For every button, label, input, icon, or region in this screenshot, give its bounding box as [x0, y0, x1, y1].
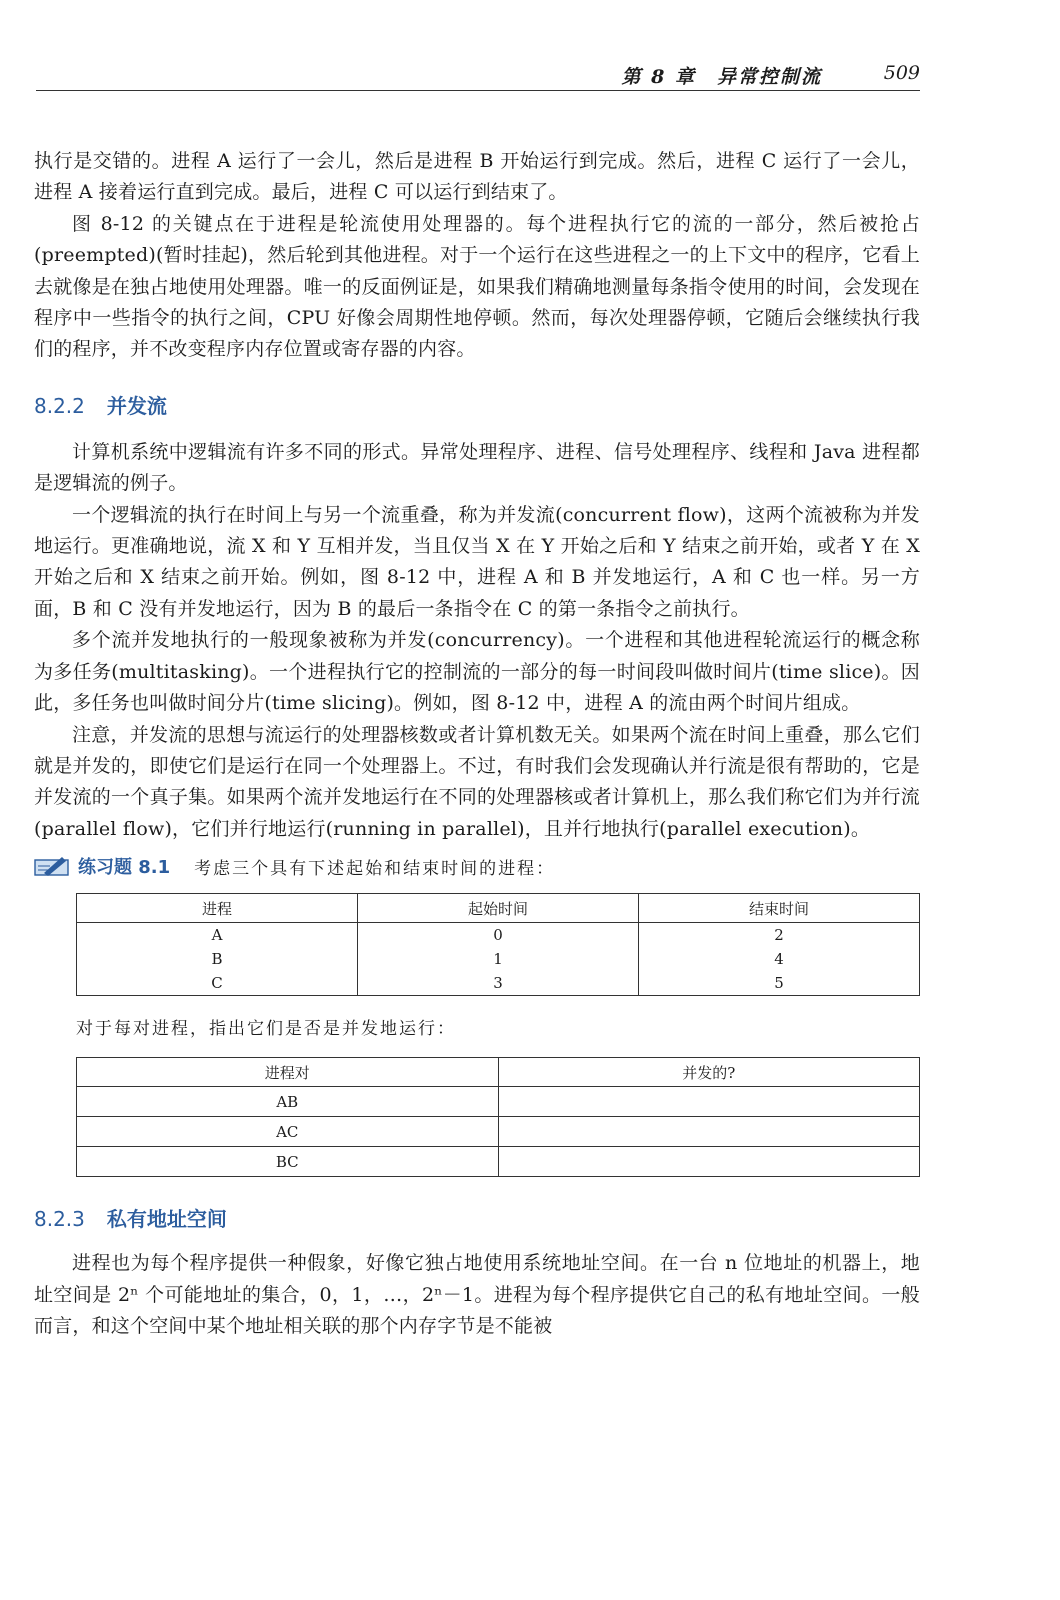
section-number: 8.2.2: [34, 393, 85, 418]
table-row: [77, 1147, 920, 1177]
table-row: [77, 971, 920, 996]
table-header-cell: 结束时间: [639, 894, 920, 923]
table-cell: A: [77, 923, 358, 948]
table-header-cell: 并发的?: [498, 1058, 920, 1087]
paragraph-5: 多个流并发地执行的一般现象被称为并发(concurrency)。一个进程和其他进程轮流运行的概念称为多任务(multitasking)。一个进程执行它的控制流的一部分的每一时间段叫做时间片(time slice)。因此，多任务也叫做时间分片(time slicing)。例如，图 8-12 中，进程 A 的流由两个时间片组成。: [34, 629, 920, 715]
exercise-label: 练习题 8.1: [78, 857, 171, 879]
chapter-title: 第 8 章 异常控制流: [621, 66, 822, 88]
paragraph-1: 执行是交错的。进程 A 运行了一会儿，然后是进程 B 开始运行到完成。然后，进程 C 运行了一会儿，进程 A 接着运行直到完成。最后，进程 C 可以运行到结束了。: [34, 150, 920, 204]
table-cell: 2: [639, 923, 920, 948]
table-cell: 5: [639, 971, 920, 996]
table-cell: C: [77, 971, 358, 996]
section-heading-8-2-2: [34, 390, 920, 419]
table-header-cell: 进程对: [77, 1058, 499, 1087]
section-number: 8.2.3: [34, 1207, 85, 1232]
table-cell: AB: [77, 1087, 499, 1117]
exercise-question: 对于每对进程，指出它们是否是并发地运行：: [76, 1019, 456, 1040]
table-cell: [498, 1087, 920, 1117]
table-cell: [498, 1147, 920, 1177]
table-cell: B: [77, 947, 358, 971]
process-times-table: [76, 893, 920, 996]
process-pairs-table: [76, 1057, 920, 1177]
table-row: [77, 1117, 920, 1147]
exercise-heading: [34, 853, 920, 879]
table-cell: [498, 1117, 920, 1147]
table-cell: 4: [639, 947, 920, 971]
table-row: [77, 923, 920, 948]
table-row: [77, 1087, 920, 1117]
table-cell: 1: [358, 947, 639, 971]
paragraph-2: 图 8-12 的关键点在于进程是轮流使用处理器的。每个进程执行它的流的一部分，然后被抢占(preempted)(暂时挂起)，然后轮到其他进程。对于一个运行在这些进程之一的上下文中的程序，它看上去就像是在独占地使用处理器。唯一的反面例证是，如果我们精确地测量每条指令使用的时间，会发现在程序中一些指令的执行之间，CPU 好像会周期性地停顿。然而，每次处理器停顿，它随后会继续执行我们的程序，并不改变程序内存位置或寄存器的内容。: [34, 212, 921, 361]
paragraph-6: 注意，并发流的思想与流运行的处理器核数或者计算机数无关。如果两个流在时间上重叠，那么它们就是并发的，即使它们是运行在同一个处理器上。不过，有时我们会发现确认并行流是很有帮助的，它是并发流的一个真子集。如果两个流并发地运行在不同的处理器核或者计算机上，那么我们称它们为并行流(parallel flow)，它们并行地运行(running in parallel)，且并行地执行(parallel execution)。: [34, 723, 920, 840]
page-content: [34, 146, 920, 1342]
table-header-cell: 起始时间: [358, 894, 639, 923]
paragraph-4: 一个逻辑流的执行在时间上与另一个流重叠，称为并发流(concurrent flow)，这两个流被称为并发地运行。更准确地说，流 X 和 Y 互相并发，当且仅当 X 在 Y 开始之后和 Y 结束之前开始，或者 Y 在 X 开始之后和 X 结束之前开始。例如，图 8-12 中，进程 A 和 B 并发地运行，A 和 C 也一样。另一方面，B 和 C 没有并发地运行，因为 B 的最后一条指令在 C 的第一条指令之前执行。: [34, 503, 920, 620]
page-number: 509: [883, 62, 920, 84]
table-header-row: [77, 1058, 920, 1087]
table-cell: 3: [358, 971, 639, 996]
paragraph-7: 进程也为每个程序提供一种假象，好像它独占地使用系统地址空间。在一台 n 位地址的机器上，地址空间是 2ⁿ 个可能地址的集合，0，1，…，2ⁿ－1。进程为每个程序提供它自己的私有地址空间。一般而言，和这个空间中某个地址相关联的那个内存字节是不能被: [34, 1252, 920, 1337]
section-heading-8-2-3: [34, 1203, 920, 1232]
section-title: 并发流: [106, 393, 167, 418]
table-cell: BC: [77, 1147, 499, 1177]
section-title: 私有地址空间: [106, 1207, 227, 1232]
table-header-row: [77, 894, 920, 923]
table-cell: 0: [358, 923, 639, 948]
table-row: [77, 947, 920, 971]
running-header: [36, 58, 920, 91]
table-header-cell: 进程: [77, 894, 358, 923]
table-cell: AC: [77, 1117, 499, 1147]
pencil-paper-icon: [34, 855, 70, 877]
paragraph-3: 计算机系统中逻辑流有许多不同的形式。异常处理程序、进程、信号处理程序、线程和 Java 进程都是逻辑流的例子。: [34, 440, 920, 495]
exercise-prompt: 考虑三个具有下述起始和结束时间的进程：: [194, 858, 556, 879]
